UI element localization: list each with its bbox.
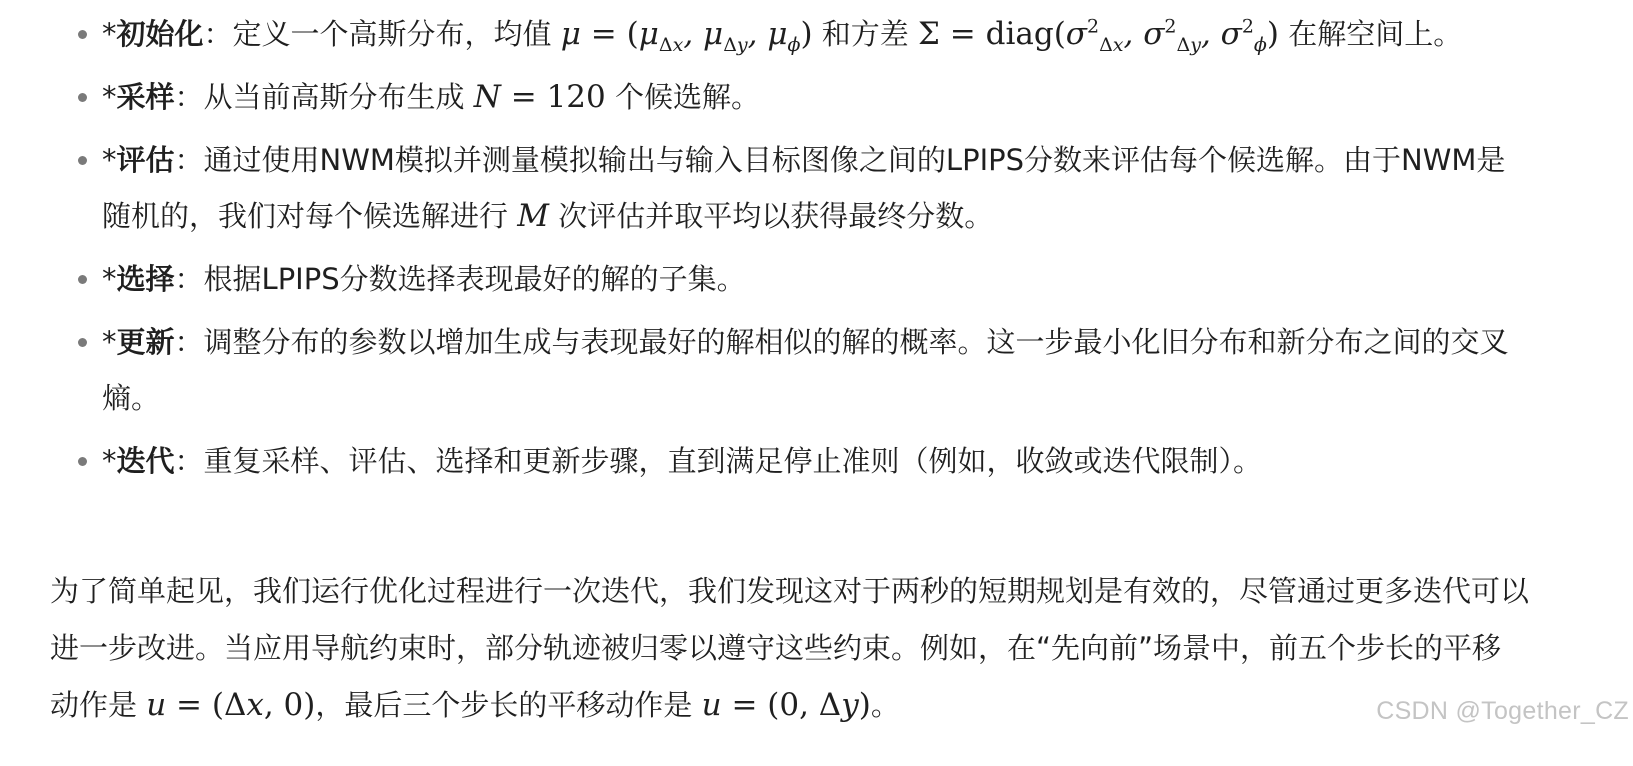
- summary-paragraph: [50, 563, 1530, 734]
- step-separator: ：: [174, 444, 204, 478]
- step-term: 初始化: [116, 17, 204, 51]
- bullet-dot: [78, 275, 87, 284]
- list-item-init: [0, 6, 1522, 62]
- step-marker: *: [102, 325, 117, 359]
- list-item-select: [0, 251, 1522, 307]
- step-text: 通过使用NWM模拟并测量模拟输出与输入目标图像之间的LPIPS分数来评估每个候选解。由于NWM是随机的，我们对每个候选解进行: [102, 143, 1506, 233]
- bullet-dot: [78, 30, 87, 39]
- step-text: 和方差: [812, 17, 919, 51]
- step-text: 个候选解。: [605, 80, 760, 114]
- step-term: 更新: [116, 325, 175, 359]
- step-text: 在解空间上。: [1278, 17, 1463, 51]
- bullet-dot: [78, 156, 87, 165]
- bullet-dot: [78, 338, 87, 347]
- step-text: 重复采样、评估、选择和更新步骤，直到满足停止准则（例如，收敛或迭代限制）。: [203, 444, 1263, 478]
- watermark: CSDN @Together_CZ: [1376, 697, 1629, 725]
- step-separator: ：: [174, 325, 204, 359]
- step-text: 次评估并取平均以获得最终分数。: [548, 199, 994, 233]
- list-item-update: [0, 314, 1522, 426]
- step-separator: ：: [174, 262, 204, 296]
- step-separator: ：: [203, 17, 233, 51]
- step-marker: *: [102, 80, 117, 114]
- list-item-sample: [0, 69, 1522, 125]
- step-term: 采样: [116, 80, 175, 114]
- step-marker: *: [102, 143, 117, 177]
- formula-eval-count: M: [517, 198, 549, 234]
- step-term: 选择: [116, 262, 175, 296]
- list-item-evaluate: [0, 132, 1522, 244]
- step-marker: *: [102, 444, 117, 478]
- step-term: 迭代: [116, 444, 175, 478]
- formula-variance: $\Sigma = diag(\sigma^2_{\Delta x}$, $\sigma^2_{\Delta y}$, $\sigma^2_\phi$): [918, 15, 1279, 57]
- step-term: 评估: [116, 143, 175, 177]
- formula-sample-count: N = 120: [473, 79, 606, 115]
- step-marker: *: [102, 17, 117, 51]
- paragraph-text: 。: [870, 688, 900, 722]
- paragraph-text: ，最后三个步长的平移动作是: [315, 688, 702, 722]
- step-text: 定义一个高斯分布，均值: [232, 17, 561, 51]
- bullet-dot: [78, 457, 87, 466]
- paragraph-text: 为了简单起见，我们运行优化过程进行一次迭代，我们发现这对于两秒的短期规划是有效的，尽管通过更多迭代可以进一步改进。当应用导航约束时，部分轨迹被归零以遵守这些约束。例如，在“先向前”场景中，前五个步长的平移动作是: [50, 574, 1530, 722]
- step-separator: ：: [174, 143, 204, 177]
- formula-mean: $\mu = (\mu_{\Delta x}$, $\mu_{\Delta y}$, $\mu_\phi$): [560, 16, 813, 57]
- step-text: 从当前高斯分布生成: [203, 80, 474, 114]
- step-separator: ：: [174, 80, 204, 114]
- step-text: 调整分布的参数以增加生成与表现最好的解相似的解的概率。这一步最小化旧分布和新分布之间的交叉熵。: [102, 325, 1509, 415]
- formula-lateral-action: u = (0, Δy): [701, 687, 871, 723]
- step-marker: *: [102, 262, 117, 296]
- step-text: 根据LPIPS分数选择表现最好的解的子集。: [203, 262, 746, 296]
- formula-forward-action: u = (Δx, 0): [146, 687, 316, 723]
- list-item-iterate: [0, 433, 1522, 489]
- algorithm-steps-list: [0, 6, 1633, 496]
- bullet-dot: [78, 93, 87, 102]
